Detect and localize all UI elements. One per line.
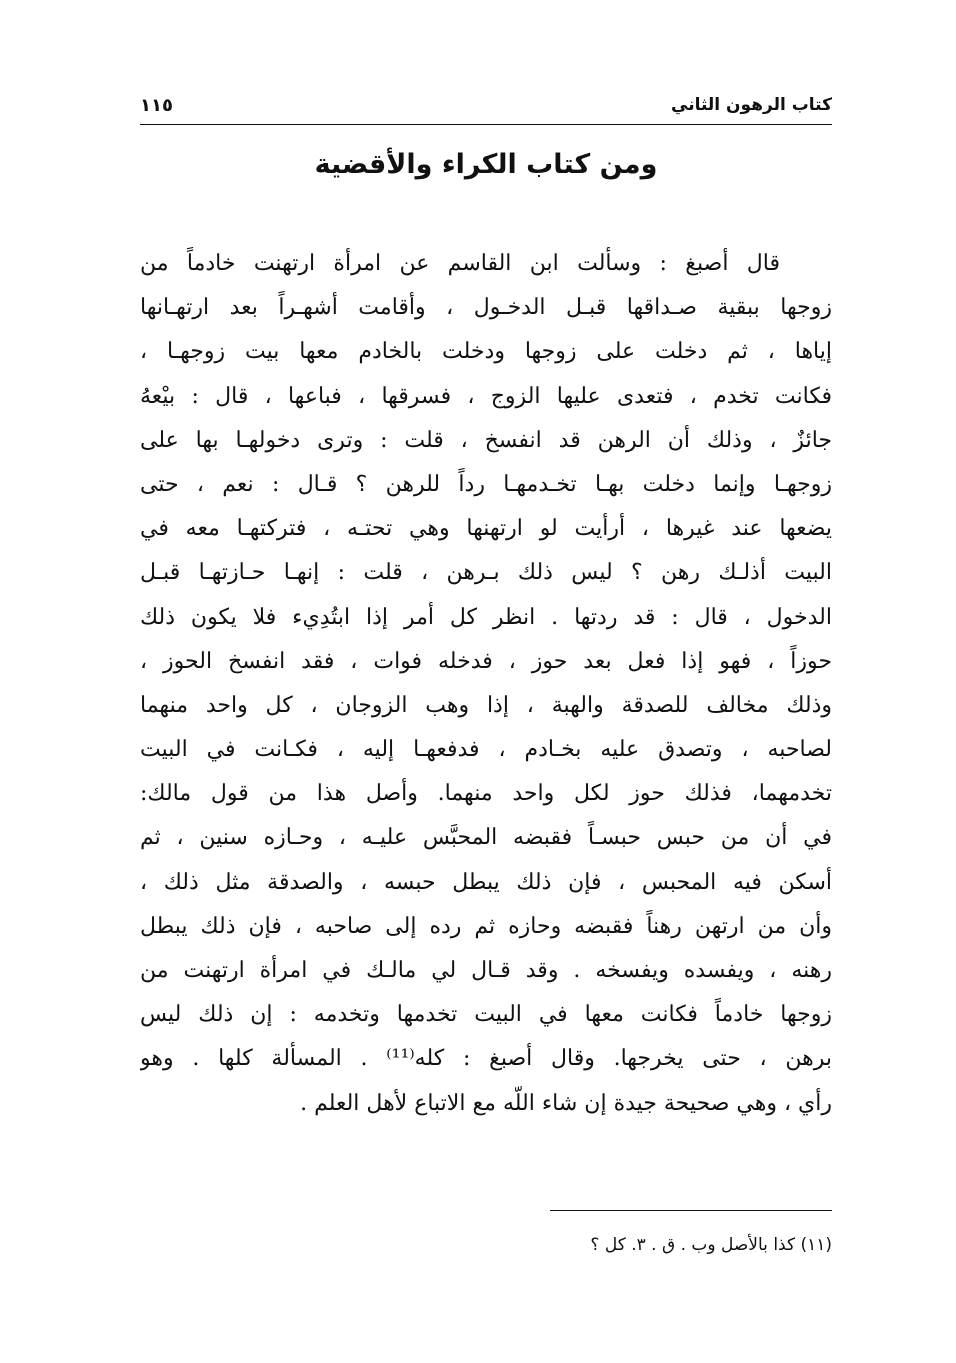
running-title: كتاب الرهون الثاني: [671, 95, 832, 115]
text-line: زوجها خادماً فكانت معها في البيت تخدمها وتخدمه : إن ذلك ليس: [140, 1002, 832, 1028]
running-header: [140, 88, 832, 122]
footnote: (١١) كذا بالأصل وب . ق . ٣. كل ؟: [590, 1235, 832, 1255]
text-line: وذلك مخالف للصدقة والهبة ، إذا وهب الزوجان ، كل واحد منهما: [140, 692, 832, 718]
text-line: البيت أذلـك رهن ؟ ليس ذلك بـرهن ، قلت : إنهـا حـازتهـا قبـل: [140, 560, 832, 586]
header-rule: [140, 124, 832, 125]
text-line: رأي ، وهي صحيحة جيدة إن شاء اللّه مع الاتباع لأهل العلم .: [300, 1090, 832, 1116]
text-line: تخدمهما، فذلك حوز لكل واحد منهما. وأصل هذا من قول مالك:: [140, 781, 832, 807]
body-text: [140, 242, 832, 1126]
text-line: يضعها عند غيرها ، أرأيت لو ارتهنها وهي تحتـه ، فتركتهـا معه في: [140, 516, 832, 542]
text-line: الدخول ، قال : قد ردتها . انظر كل أمر إذا ابتُدِيء فلا يكون ذلك: [140, 604, 832, 630]
footnote-rule: [550, 1210, 832, 1211]
page-number: ١١٥: [140, 94, 173, 116]
text-line: لصاحبه ، وتصدق عليه بخـادم ، فدفعهـا إليه ، فكـانت في البيت: [140, 737, 832, 763]
text-line: حوزاً ، فهو إذا فعل بعد حوز ، فدخله فوات ، فقد انفسخ الحوز ،: [140, 648, 832, 674]
text-line: وأن من ارتهن رهناً فقبضه وحازه ثم رده إلى صاحبه ، فإن ذلك يبطل: [140, 913, 832, 939]
text-line: زوجها ببقية صـداقها قبـل الدخـول ، وأقامت أشهـراً بعد ارتهـانها: [140, 295, 832, 321]
text-line: برهن ، حتى يخرجها. وقال أصبغ : كله⁽¹¹⁾ . المسألة كلها . وهو: [140, 1046, 832, 1072]
text-line: في أن من حبس حبسـاً فقبضه المحبَّس عليـه ، وحـازه سنين ، ثم: [140, 825, 832, 851]
text-line: فكانت تخدم ، فتعدى عليها الزوج ، فسرقها ، فباعها ، قال : بيْعهُ: [140, 383, 832, 409]
chapter-title: ومن كتاب الكراء والأقضية: [314, 149, 658, 180]
text-line: زوجهـا وإنما دخلت بهـا تخـدمهـا رداً للرهن ؟ قـال : نعم ، حتى: [140, 471, 832, 497]
text-line: رهنه ، ويفسده ويفسخه . وقد قـال لي مالـك في امرأة ارتهنت من: [140, 958, 832, 983]
text-line: إياها ، ثم دخلت على زوجها ودخلت بالخادم معها بيت زوجهـا ،: [140, 339, 832, 365]
text-line: جائزٌ ، وذلك أن الرهن قد انفسخ ، قلت : وترى دخولهـا بها على: [140, 427, 832, 453]
text-line: قال أصبغ : وسألت ابن القاسم عن امرأة ارتهنت خادماً من: [140, 251, 780, 276]
text-line: أسكن فيه المحبس ، فإن ذلك يبطل حبسه ، والصدقة مثل ذلك ،: [140, 869, 832, 895]
